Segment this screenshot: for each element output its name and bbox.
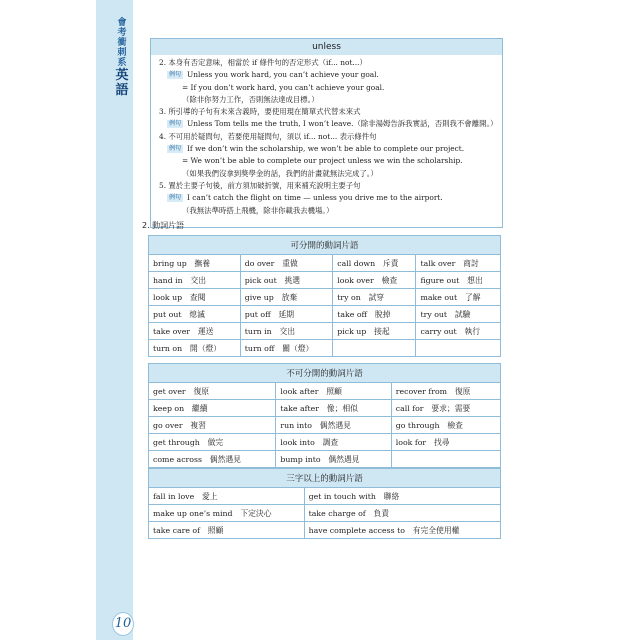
phrase-cell: turn on 開（燈） [149, 340, 241, 357]
table-row [149, 323, 501, 340]
unless-line [159, 155, 496, 167]
phrase-cell: keep on 繼續 [149, 400, 276, 417]
phrase-cell: turn off 關（燈） [240, 340, 332, 357]
phrase-cell: do over 重做 [240, 255, 332, 272]
phrase-cell: turn in 交出 [240, 323, 332, 340]
phrase-cell: look over 檢查 [333, 272, 416, 289]
phrase-cell: pick up 接起 [333, 323, 416, 340]
phrase-cell: bump into 偶然遇見 [276, 451, 391, 468]
table-row [149, 434, 501, 451]
unless-line [159, 168, 496, 180]
phrase-cell: get in touch with 聯絡 [304, 488, 500, 505]
phrase-cell [333, 340, 416, 357]
three-word-table-header: 三字以上的動詞片語 [149, 469, 501, 488]
unless-line [159, 57, 496, 69]
phrase-cell: figure out 想出 [416, 272, 501, 289]
phrase-cell: take after 像；相似 [276, 400, 391, 417]
series-title: 會考衝刺系 [117, 18, 127, 68]
unless-line-text: 3. 所引導的子句有未來含義時，要使用現在簡單式代替未來式 [159, 107, 361, 117]
phrase-cell: put off 延期 [240, 306, 332, 323]
phrase-cell: look into 調查 [276, 434, 391, 451]
phrase-cell: try out 試驗 [416, 306, 501, 323]
unless-line-text: Unless you work hard, you can’t achieve your goal. [187, 70, 379, 80]
subject-title: 英語 [115, 68, 129, 98]
table-row [149, 451, 501, 468]
table-row [149, 340, 501, 357]
inseparable-phrases-table [148, 363, 501, 468]
phrase-cell: take care of 照顧 [149, 522, 305, 539]
inseparable-table-header: 不可分開的動詞片語 [149, 364, 501, 383]
unless-line-text: I can’t catch the flight on time — unless you drive me to the airport. [187, 193, 443, 203]
phrase-cell: go over 複習 [149, 417, 276, 434]
unless-line [159, 118, 496, 130]
phrase-cell: bring up 撫養 [149, 255, 241, 272]
unless-line-text: （如果我們沒拿到獎學金的話，我們的計畫就無法完成了。） [182, 168, 378, 178]
unless-line-text: Unless Tom tells me the truth, I won’t leave.（除非湯姆告訴我實話，否則我不會離開。） [187, 119, 498, 129]
page-number: 10 [112, 612, 134, 636]
phrase-cell: carry out 執行 [416, 323, 501, 340]
table-row [149, 306, 501, 323]
phrase-cell: get over 復原 [149, 383, 276, 400]
table-row [149, 522, 501, 539]
unless-line-text: （除非你努力工作，否則無法達成目標。） [182, 94, 319, 104]
phrase-cell: talk over 商討 [416, 255, 501, 272]
unless-line [159, 82, 496, 94]
phrase-cell: call down 斥責 [333, 255, 416, 272]
phrase-cell: make up one’s mind 下定決心 [149, 505, 305, 522]
unless-line-text: = If you don’t work hard, you can’t achieve your goal. [182, 82, 385, 92]
phrase-cell: come across 偶然遇見 [149, 451, 276, 468]
section-title: 2. 動詞片語 [142, 221, 185, 230]
phrase-cell: try on 試穿 [333, 289, 416, 306]
phrase-cell: look after 照顧 [276, 383, 391, 400]
unless-line-text: = We won’t be able to complete our project unless we win the scholarship. [182, 156, 463, 166]
phrase-cell: look up 查閱 [149, 289, 241, 306]
unless-line [159, 131, 496, 143]
table-row [149, 383, 501, 400]
phrase-cell: take over 運送 [149, 323, 241, 340]
phrase-cell: take charge of 負責 [304, 505, 500, 522]
separable-phrases-table [148, 235, 501, 357]
phrase-cell: take off 脫掉 [333, 306, 416, 323]
sidebar-title [114, 18, 130, 98]
table-row [149, 417, 501, 434]
phrase-cell [391, 451, 500, 468]
phrase-cell: make out 了解 [416, 289, 501, 306]
phrase-cell: go through 檢查 [391, 417, 500, 434]
example-tag: 例句 [169, 120, 182, 128]
unless-line-text: 2. 本身有否定意味，相當於 if 條件句的否定形式（if... not...） [159, 58, 367, 67]
phrase-cell: have complete access to 有完全使用權 [304, 522, 500, 539]
table-row [149, 505, 501, 522]
separable-table-header: 可分開的動詞片語 [149, 236, 501, 255]
table-row [149, 272, 501, 289]
unless-line [159, 143, 496, 155]
table-row [149, 488, 501, 505]
unless-line-text: 4. 不可用於疑問句，若要使用疑問句，須以 if... not... 表示條件句 [159, 131, 377, 141]
example-tag: 例句 [169, 71, 182, 79]
unless-box-header: unless [151, 39, 502, 55]
phrase-cell: get through 做完 [149, 434, 276, 451]
example-tag: 例句 [169, 145, 182, 153]
unless-line [159, 192, 496, 204]
phrase-cell: put out 熄滅 [149, 306, 241, 323]
unless-line [159, 69, 496, 81]
unless-box-body [151, 55, 502, 217]
phrase-cell: recover from 復原 [391, 383, 500, 400]
unless-box [150, 38, 503, 228]
table-row [149, 255, 501, 272]
unless-line-text: 5. 置於主要子句後，前方須加破折號，用來補充說明主要子句 [159, 180, 361, 190]
phrase-cell: call for 要求；需要 [391, 400, 500, 417]
table-row [149, 289, 501, 306]
unless-line [159, 94, 496, 106]
unless-line [159, 205, 496, 217]
table-row [149, 400, 501, 417]
unless-line [159, 106, 496, 118]
unless-line-text: If we don’t win the scholarship, we won’t be able to complete our project. [187, 144, 465, 154]
three-word-phrases-table [148, 468, 501, 539]
phrase-cell: look for 找尋 [391, 434, 500, 451]
example-tag: 例句 [169, 194, 182, 202]
unless-line [159, 180, 496, 192]
phrase-cell: run into 偶然遇見 [276, 417, 391, 434]
phrase-cell: pick out 挑選 [240, 272, 332, 289]
phrase-cell: give up 放棄 [240, 289, 332, 306]
phrase-cell [416, 340, 501, 357]
phrase-cell: hand in 交出 [149, 272, 241, 289]
unless-line-text: （我無法準時搭上飛機，除非你載我去機場。） [182, 205, 334, 215]
phrase-cell: fall in love 愛上 [149, 488, 305, 505]
